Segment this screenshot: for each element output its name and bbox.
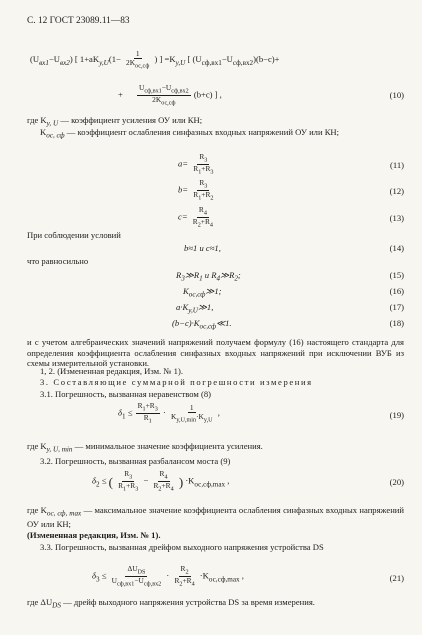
equation-number-15: (15) (389, 270, 404, 280)
section-3-heading: 3. Составляющие суммарной погрешности измерения (40, 377, 313, 387)
equation-16: $K_{ос,сф}≫1$; (183, 286, 222, 299)
equation-number-10: (10) (389, 90, 404, 100)
definition-koc: $K_{ос, сф}$ — коэффициент ослабления синфазных входных напряжений ОУ или КН; (40, 127, 340, 140)
definition-k: где $K_{y, U}$ — коэффициент усиления ОУ или КН; (27, 115, 203, 128)
equation-10-line-1: $(U_{вх1}-U_{вх2})$ [ $1+aK_{y,U}(1-$ $\frac{1}{2K_{ос,сф}}$ ) ] $=K_{y,U}$ [ $(U_{сф,вх1}-U_{сф,вх2})(b-c)+$ (30, 49, 280, 70)
equation-number-20: (20) (389, 477, 404, 487)
equation-21: $\delta_3$ ≤ $\frac{\Delta U_{DS}}{U_{сф,вх1}-U_{сф,вх2}}$ · $\frac{R_2}{R_2+R_4}$ $\cdot K_{ос,сф,max}$ , (92, 564, 244, 588)
equation-10-line-2: + $\frac{U_{сф,вх1}-U_{сф,вх2}}{2K_{ос,сф}}$ (b+c) ] , (118, 83, 222, 107)
definition-du: где $\Delta U_{DS}$ — дрейф выходного напряжения устройства DS за время измерения. (27, 597, 315, 610)
section-3-2: 3.2. Погрешность, вызванная разбалансом моста (9) (40, 456, 231, 466)
equation-number-19: (19) (389, 410, 404, 420)
equation-15: $R_3≫R_1$ и $R_4≫R_2$; (176, 270, 241, 283)
page-header: С. 12 ГОСТ 23089.11—83 (27, 16, 130, 26)
equation-17: $a\cdot K_{y,U}≫1$, (176, 302, 214, 315)
equation-number-17: (17) (389, 302, 404, 312)
edit-note-2: (Измененная редакция, Изм. № 1). (27, 530, 161, 540)
equation-20: $\delta_2$ ≤ ( $\frac{R_3}{R_1+R_3}$ − $\frac{R_4}{R_2+R_4}$ ) $\cdot K_{ос,сф,max}$ , (92, 469, 230, 493)
equation-number-12: (12) (389, 186, 404, 196)
definition-kmax: где $K_{ос, сф, max}$ — максимальное значение коэффициента ослабления синфазных входных напряжений ОУ или КН; (27, 505, 404, 529)
equation-13: c= $\frac{R_4}{R_2+R_4}$ (178, 205, 213, 229)
conditions-text: При соблюдении условий (27, 230, 121, 240)
equation-number-11: (11) (390, 160, 404, 170)
definition-kmin: где $K_{y, U, min}$ — минимальное значение коэффициента усиления. (27, 441, 263, 454)
equation-number-18: (18) (389, 318, 404, 328)
equation-19: $\delta_1$ ≤ $\frac{R_1+R_3}{R_1}$ · $\frac{1}{K_{y,U,min}\cdot K_{y,U}}$ , (118, 401, 220, 425)
equation-18: $(b-c)\cdot K_{ос,сф}≪1$. (172, 318, 232, 331)
equation-11: a= $\frac{R_3}{R_1+R_3}$ (178, 152, 214, 176)
equation-12: b= $\frac{R_3}{R_1+R_2}$ (178, 178, 214, 202)
equivalent-text: что равносильно (27, 256, 89, 266)
equation-number-16: (16) (389, 286, 404, 296)
section-3-1: 3.1. Погрешность, вызванная неравенством (8) (40, 389, 212, 399)
section-3-3: 3.3. Погрешность, вызванная дрейфом выходного напряжения устройства DS (40, 542, 324, 552)
equation-number-13: (13) (389, 213, 404, 223)
paragraph-algebraic: и с учетом алгебраических значений напряжений получаем формулу (16) настоящего стандарта для определения коэффициента ослабления синфазных входных напряжений при исключении ВУБ из схемы измерительной установки. (27, 337, 404, 369)
equation-14: b≈1 и c≈1, (184, 243, 221, 253)
equation-number-21: (21) (389, 573, 404, 583)
edit-note-1: 1, 2. (Измененная редакция, Изм. № 1). (40, 366, 183, 376)
equation-number-14: (14) (389, 243, 404, 253)
